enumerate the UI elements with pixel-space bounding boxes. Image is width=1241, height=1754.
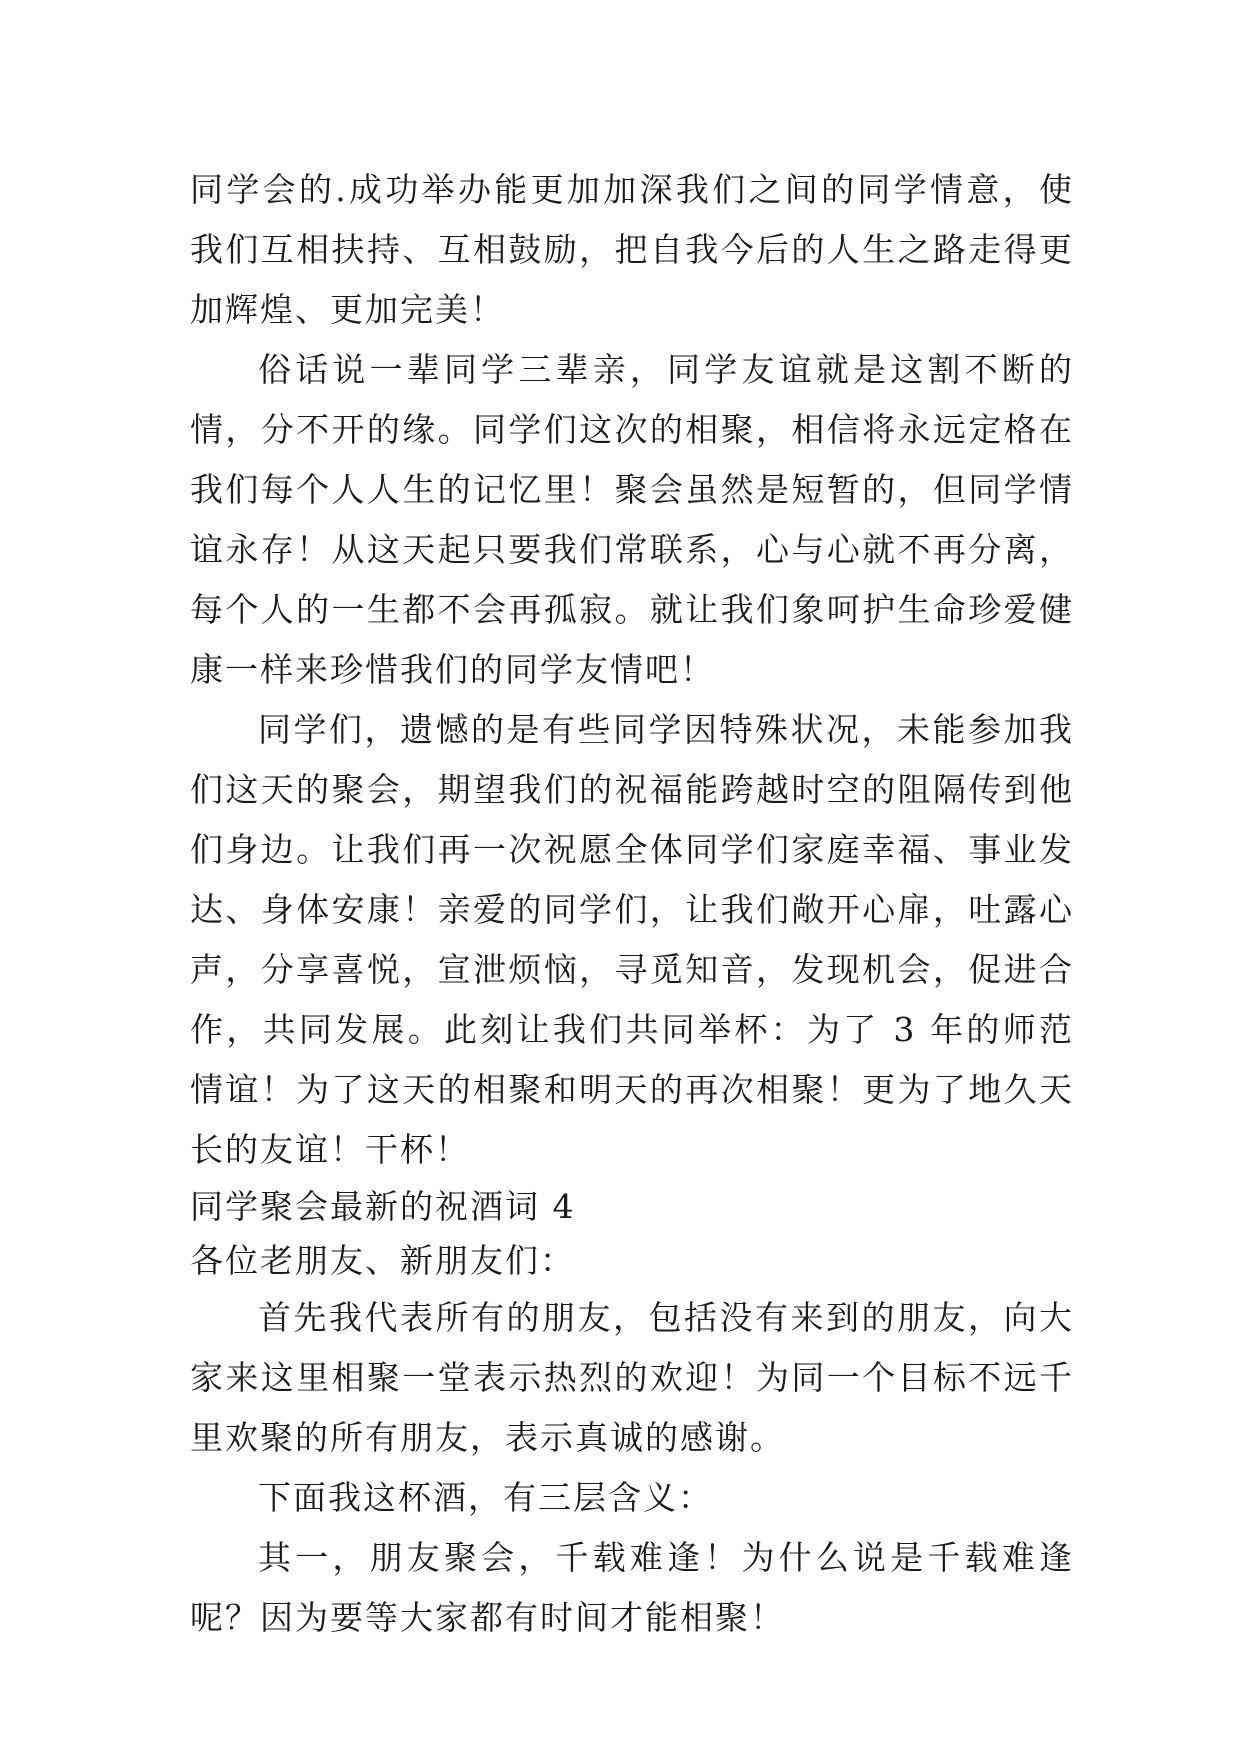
- paragraph: 其一，朋友聚会，千载难逢！为什么说是千载难逢呢？因为要等大家都有时间才能相聚！: [190, 1538, 1074, 1637]
- paragraph: 首先我代表所有的朋友，包括没有来到的朋友，向大家来这里相聚一堂表示热烈的欢迎！为同一个目标不远千里欢聚的所有朋友，表示真诚的感谢。: [190, 1298, 1074, 1457]
- paragraph: 同学们，遗憾的是有些同学因特殊状况，未能参加我们这天的聚会，期望我们的祝福能跨越时空的阻隔传到他们身边。让我们再一次祝愿全体同学们家庭幸福、事业发达、身体安康！亲爱的同学们，让我们敞开心扉，吐露心声，分享喜悦，宣泄烦恼，寻觅知音，发现机会，促进合作，共同发展。此刻让我们共同举杯：为了 3 年的师范情谊！为了这天的相聚和明天的再次相聚！更为了地久天长的友谊！干杯！: [190, 710, 1074, 1169]
- paragraph: 下面我这杯酒，有三层含义：: [258, 1478, 713, 1517]
- salutation: 各位老朋友、新朋友们：: [190, 1241, 575, 1280]
- paragraph: 同学会的.成功举办能更加加深我们之间的同学情意，使我们互相扶持、互相鼓励，把自我今后的人生之路走得更加辉煌、更加完美！: [190, 170, 1074, 329]
- paragraph: 俗话说一辈同学三辈亲，同学友谊就是这割不断的情，分不开的缘。同学们这次的相聚，相信将永远定格在我们每个人人生的记忆里！聚会虽然是短暂的，但同学情谊永存！从这天起只要我们常联系，心与心就不再分离，每个人的一生都不会再孤寂。就让我们象呵护生命珍爱健康一样来珍惜我们的同学友情吧！: [190, 350, 1074, 689]
- document-body: [190, 160, 1074, 1648]
- section-title: 同学聚会最新的祝酒词 4: [190, 1187, 576, 1226]
